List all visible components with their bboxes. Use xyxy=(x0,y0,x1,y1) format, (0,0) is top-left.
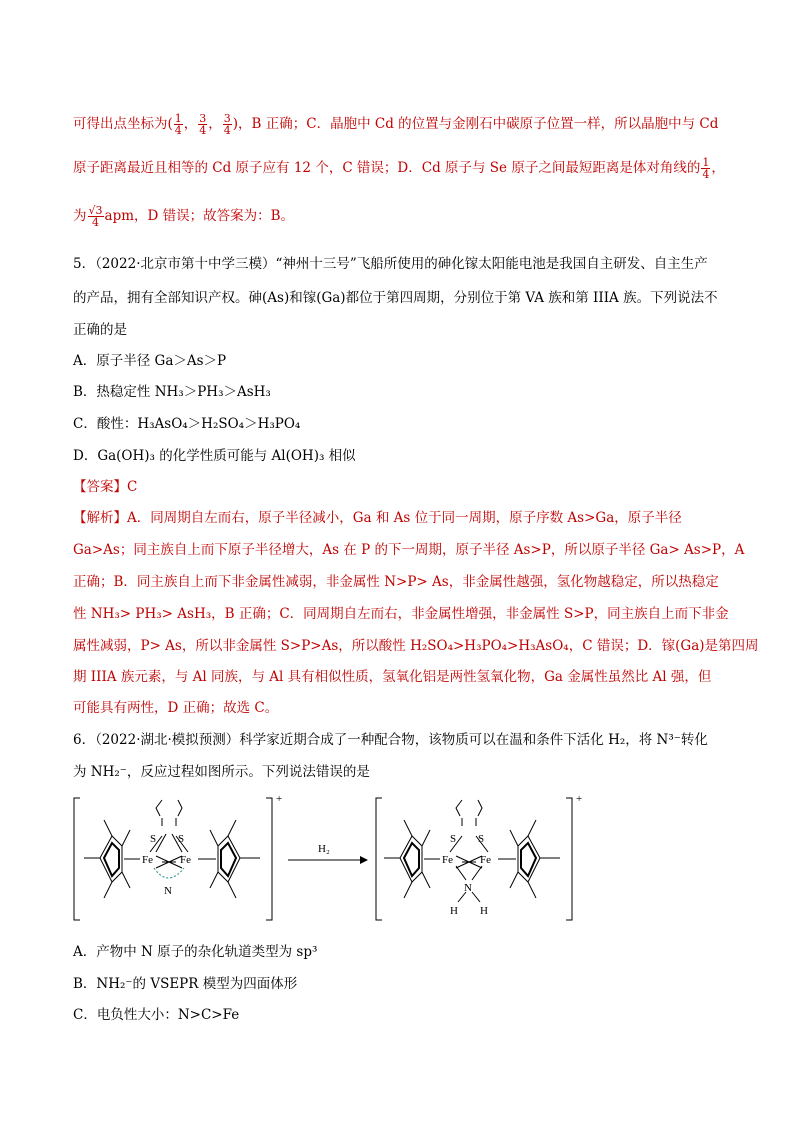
product-complex xyxy=(376,798,572,920)
atom-h: H xyxy=(480,905,488,917)
q6-stem-1: 6．（2022·湖北·模拟预测）科学家近期合成了一种配合物，该物质可以在温和条件下活化 H₂，将 N³⁻转化 xyxy=(73,732,708,748)
q5-option-c: C．酸性：H₃AsO₄＞H₂SO₄＞H₃PO₄ xyxy=(73,416,301,432)
fraction: $\frac{1}{4}$ xyxy=(174,112,182,137)
answer-line-2: 原子距离最近且相等的 Cd 原子应有 12 个，C 错误；D．Cd 原子与 Se 原子之间最短距离是体对角线的 $\frac{1}{4}$ ， xyxy=(73,156,725,181)
q6-option-c: C．电负性大小：N>C>Fe xyxy=(73,1007,240,1023)
reagent-label: H₂ xyxy=(318,843,330,855)
analysis-label: 【解析】 xyxy=(73,510,127,526)
q5-option-b: B．热稳定性 NH₃＞PH₃＞AsH₃ xyxy=(73,384,271,400)
q6-stem-2: 为 NH₂⁻，反应过程如图所示。下列说法错误的是 xyxy=(73,764,370,780)
answer-line-1: 可得出点坐标为( $\frac{1}{4}$ ， $\frac{3}{4}$ ， $\frac{3}{4}$ )，B 正确；C．晶胞中 Cd 的位置与金刚石中碳原子位置一样，所以晶胞中与 Cd xyxy=(73,112,719,137)
q5-stem-1: 5．（2022·北京市第十中学三模）“神州十三号”飞船所使用的砷化镓太阳能电池是我国自主研发、自主生产 xyxy=(73,256,708,272)
atom-fe: Fe xyxy=(180,854,191,866)
product-labels xyxy=(442,793,582,917)
atom-h: H xyxy=(450,905,458,917)
q5-option-d: D．Ga(OH)₃ 的化学性质可能与 Al(OH)₃ 相似 xyxy=(73,448,356,464)
fraction: $\frac{1}{4}$ xyxy=(702,156,710,181)
q6-option-b: B．NH₂⁻的 VSEPR 模型为四面体形 xyxy=(73,976,298,992)
q5-option-a: A．原子半径 Ga＞As＞P xyxy=(73,353,227,369)
q6-option-a: A．产物中 N 原子的杂化轨道类型为 sp³ xyxy=(73,944,318,960)
q5-analysis-5: 属性减弱，P> As，所以非金属性 S>P>As，所以酸性 H₂SO₄>H₃PO₄>H₃AsO₄，C 错误；D．镓(Ga)是第四周 xyxy=(73,638,759,654)
atom-fe: Fe xyxy=(142,854,153,866)
q5-analysis-1: 【解析】A．同周期自左而右，原子半径减小，Ga 和 As 位于同一周期，原子序数 As>Ga，原子半径 xyxy=(73,510,682,526)
q5-analysis-4: 性 NH₃> PH₃> AsH₃，B 正确；C．同周期自左而右，非金属性增强，非金属性 S>P，同主族自上而下非金 xyxy=(73,606,729,622)
reaction-figure xyxy=(70,788,590,928)
q5-stem-2: 的产品，拥有全部知识产权。砷(As)和镓(Ga)都位于第四周期，分别位于第 VA 族和第 IIIA 族。下列说法不 xyxy=(73,290,718,306)
answer-text: 原子距离最近且相等的 Cd 原子应有 12 个，C 错误；D．Cd 原子与 Se 原子之间最短距离是体对角线的 xyxy=(73,160,701,176)
reactant-labels xyxy=(142,793,282,897)
charge-plus: + xyxy=(576,793,583,805)
atom-n: N xyxy=(464,882,472,894)
atom-n: N xyxy=(164,885,172,897)
fraction: $\frac{3}{4}$ xyxy=(223,112,231,137)
atom-fe: Fe xyxy=(442,854,453,866)
atom-s: S xyxy=(178,833,185,845)
atom-s: S xyxy=(450,833,457,845)
fraction: $\frac{3}{4}$ xyxy=(199,112,207,137)
answer-text: 可得出点坐标为( xyxy=(73,116,173,132)
reactant-complex xyxy=(74,798,272,920)
q5-stem-3: 正确的是 xyxy=(73,322,127,338)
atom-fe: Fe xyxy=(480,854,491,866)
q5-analysis-2: Ga>As；同主族自上而下原子半径增大，As 在 P 的下一周期，原子半径 As>P，所以原子半径 Ga> As>P，A xyxy=(73,542,745,558)
q5-analysis-7: 可能具有两性，D 正确；故选 C。 xyxy=(73,700,279,716)
atom-s: S xyxy=(478,833,485,845)
answer-line-3: 为 $\frac{√3}{4}$ apm，D 错误；故答案为：B。 xyxy=(73,204,295,229)
reaction-arrow xyxy=(288,843,368,864)
atom-s: S xyxy=(150,833,157,845)
q5-analysis-3: 正确；B．同主族自上而下非金属性减弱，非金属性 N>P> As，非金属性越强，氢化物越稳定，所以热稳定 xyxy=(73,574,719,590)
answer-text: )，B 正确；C．晶胞中 Cd 的位置与金刚石中碳原子位置一样，所以晶胞中与 Cd xyxy=(232,116,719,132)
fraction: $\frac{√3}{4}$ xyxy=(88,204,103,229)
q5-answer: 【答案】C xyxy=(73,479,138,495)
charge-plus: + xyxy=(276,793,283,805)
q5-analysis-6: 期 IIIA 族元素，与 Al 同族，与 Al 具有相似性质，氢氧化铝是两性氢氧化物，Ga 金属性虽然比 Al 强，但 xyxy=(73,669,712,685)
